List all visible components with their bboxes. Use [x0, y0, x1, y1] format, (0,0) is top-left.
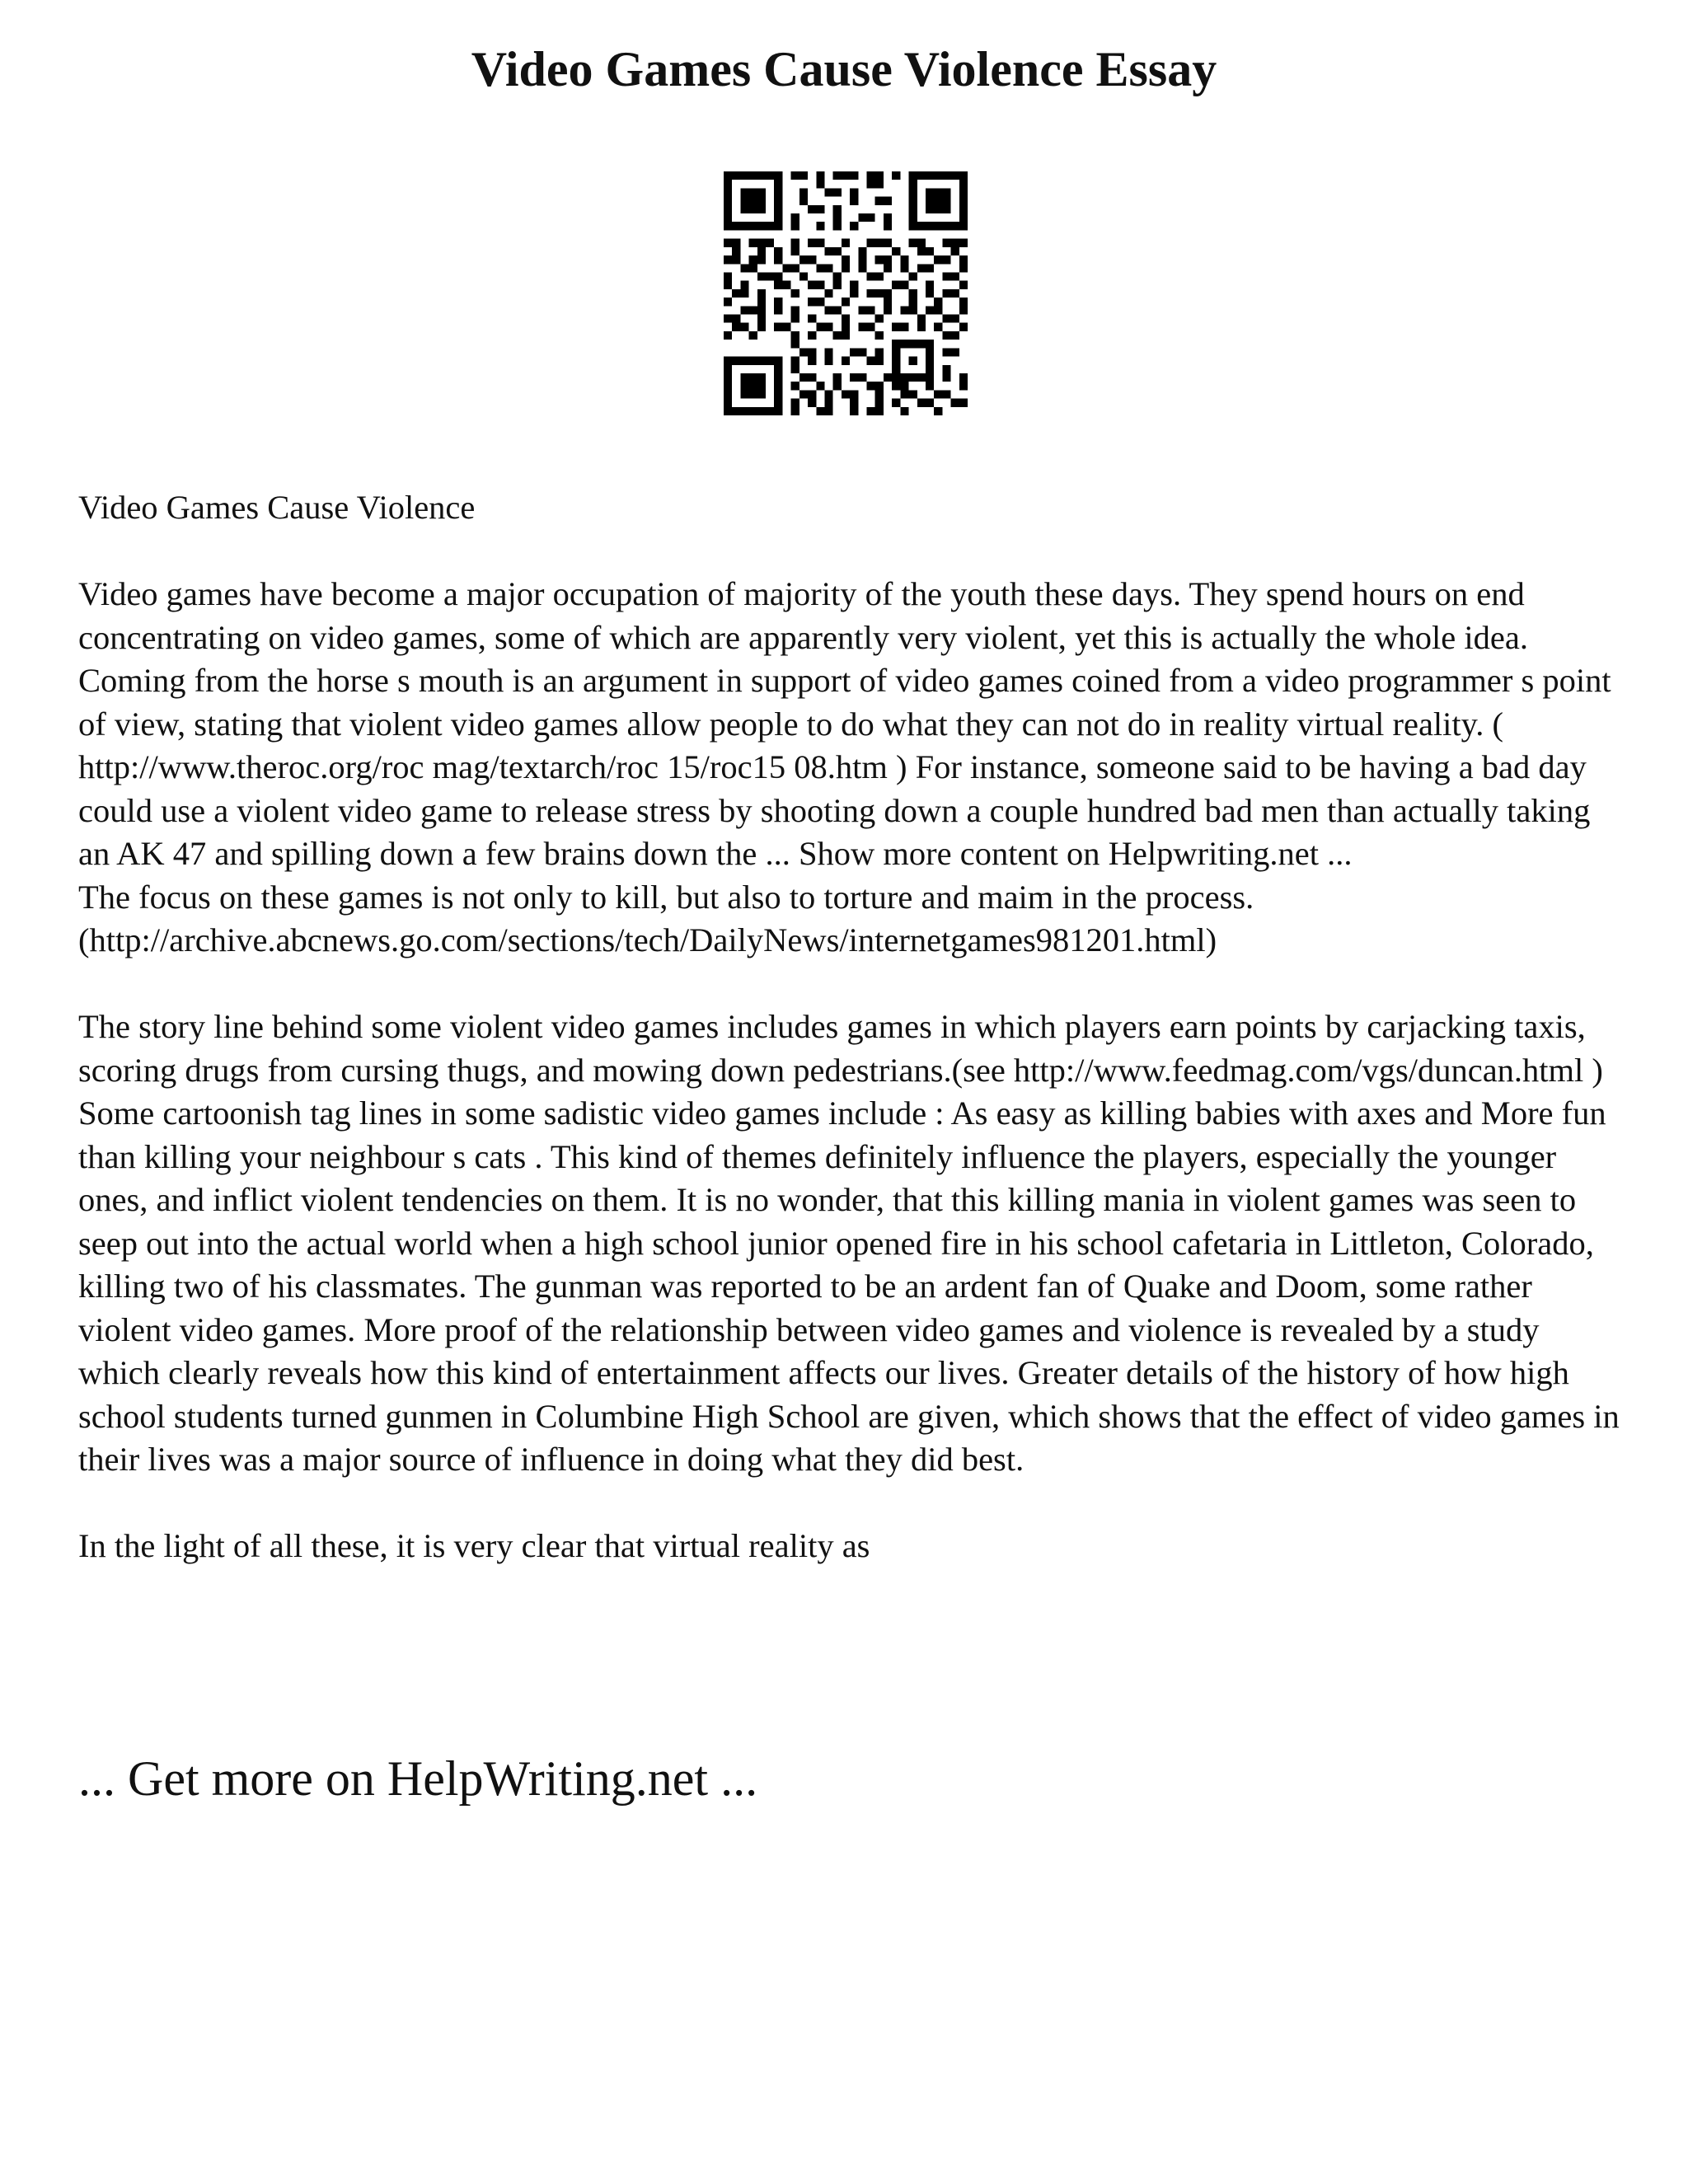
paragraph-gap — [78, 1482, 1628, 1526]
paragraph-gap — [78, 963, 1628, 1006]
essay-paragraph-2: The focus on these games is not only to kill, but also to torture and maim in the process. (http://archive.abcnews.go.com/sections/tech/DailyNews/internetgames981201.html) — [78, 878, 1254, 958]
document-title: Video Games Cause Violence Essay — [471, 42, 1217, 96]
essay-content — [78, 486, 1628, 1568]
essay-heading: Video Games Cause Violence — [78, 489, 476, 526]
essay-paragraph-4: In the light of all these, it is very clear that virtual reality as — [78, 1527, 870, 1564]
essay-paragraph-3: The story line behind some violent video games includes games in which players earn points by carjacking taxis, scoring drugs from cursing thugs, and mowing down pedestrians.(see http://www.feedmag.com/vgs/duncan.html ) Some cartoonish tag lines in some sadistic video games include : As easy as killing babies with axes and More fun than killing your neighbour s cats . This kind of themes definitely influence the players, especially the younger ones, and inflict violent tendencies on them. It is no wonder, that this killing mania in violent games was seen to seep out into the actual world when a high school junior opened fire in his school cafetaria in Littleton, Colorado, killing two of his classmates. The gunman was reported to be an ardent fan of Quake and Doom, some rather violent video games. More proof of the relationship between video games and violence is revealed by a study which clearly reveals how this kind of entertainment affects our lives. Greater details of the history of how high school students turned gunmen in Columbine High School are given, which shows that the effect of video games in their lives was a major source of influence in doing what they did best. — [78, 1008, 1620, 1478]
essay-paragraph-1: Video games have become a major occupation of majority of the youth these days. They spend hours on end concentrating on video games, some of which are apparently very violent, yet this is actually the whole idea. Coming from the horse s mouth is an argument in support of video games coined from a video programmer s point of view, stating that violent video games allow people to do what they can not do in reality virtual reality. ( http://www.theroc.org/roc mag/textarch/roc 15/roc15 08.htm ) For instance, someone said to be having a bad day could use a violent video game to release stress by shooting down a couple hundred bad men than actually taking an AK 47 and spilling down a few brains down the ... Show more content on Helpwriting.net ... — [78, 575, 1611, 872]
paragraph-gap — [78, 530, 1628, 574]
qr-code-icon — [724, 171, 968, 415]
get-more-link[interactable]: ... Get more on HelpWriting.net ... — [78, 1751, 758, 1806]
